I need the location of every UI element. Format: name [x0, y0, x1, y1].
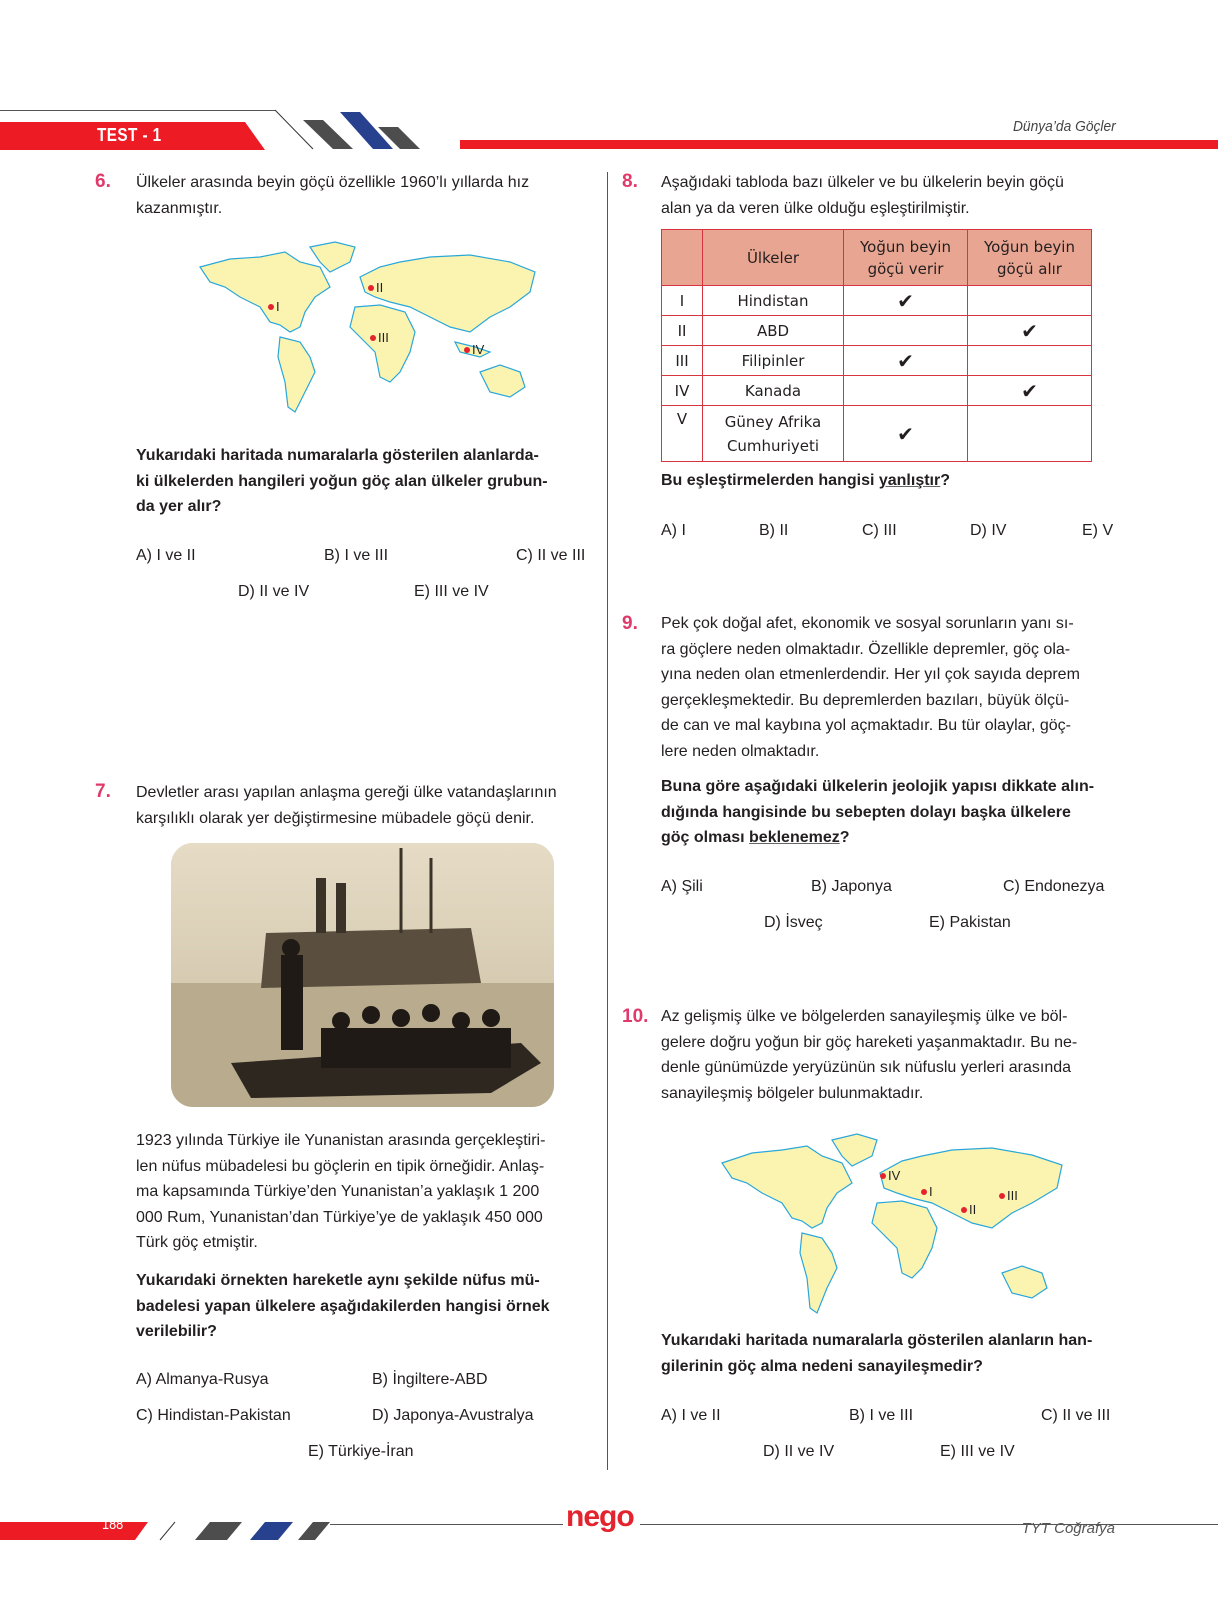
north-america	[200, 252, 330, 332]
table-row	[662, 406, 1092, 462]
option-b[interactable]: B) Japonya	[811, 878, 892, 895]
photo-illustration	[171, 843, 554, 1107]
text-line: 000 Rum, Yunanistan’dan Türkiye’ye de yaklaşık 450 000	[136, 1208, 543, 1226]
map-label: III	[1007, 1188, 1018, 1203]
check-icon: ✔	[844, 346, 968, 376]
option-d[interactable]: D) II ve IV	[763, 1443, 835, 1460]
q6-intro	[136, 170, 596, 221]
text-line: gelere doğru yoğun bir göç hareketi yaşanmaktadır. Bu ne-	[661, 1033, 1078, 1051]
text-line: Devletler arası yapılan anlaşma gereği ülke vatandaşlarının	[136, 784, 557, 801]
check-icon	[968, 286, 1092, 316]
question-text: göç olması	[661, 829, 750, 846]
column-divider	[607, 172, 608, 1470]
text-line: Türk göç etmiştir.	[136, 1234, 258, 1251]
option-c[interactable]: C) III	[862, 522, 897, 539]
q10-intro	[661, 1004, 1121, 1106]
marker-dot	[370, 335, 376, 341]
row-country: Kanada	[703, 376, 844, 406]
world-map-q10	[712, 1128, 1072, 1318]
q7-intro	[136, 780, 596, 831]
header-line: Yoğun beyin	[984, 237, 1075, 256]
header-line: Yoğun beyin	[860, 237, 951, 256]
table-row	[662, 346, 1092, 376]
map-label: II	[969, 1202, 977, 1217]
text-line: badelesi yapan ülkelere aşağıdakilerden hangisi örnek	[136, 1297, 550, 1315]
text-line: ma kapsamında Türkiye’den Yunanistan’a yaklaşık 1 200	[136, 1183, 540, 1200]
header-thin-stripe	[275, 110, 313, 149]
option-c[interactable]: C) Hindistan-Pakistan	[136, 1407, 291, 1424]
photo-funnel	[316, 878, 326, 933]
map-label: IV	[888, 1168, 901, 1183]
table-header-gives	[844, 230, 968, 286]
question-number: 9.	[622, 613, 638, 634]
q8-question	[661, 468, 950, 494]
check-icon	[968, 406, 1092, 462]
header-red-bar	[460, 140, 1218, 149]
option-b[interactable]: B) İngiltere-ABD	[372, 1371, 488, 1388]
table-row	[662, 376, 1092, 406]
check-icon: ✔	[844, 406, 968, 462]
map-label: I	[929, 1184, 933, 1199]
row-country: Hindistan	[703, 286, 844, 316]
footer-gray-stripe	[195, 1522, 242, 1540]
row-num: III	[662, 346, 703, 376]
q9-question	[661, 774, 1121, 851]
country-line: Cumhuriyeti	[726, 436, 820, 455]
text-line: da yer alır?	[136, 498, 222, 515]
text-line: Ülkeler arasında beyin göçü özellikle 1960’lı yıllarda hız	[136, 174, 530, 191]
footer-stripes	[150, 1520, 330, 1542]
option-e[interactable]: E) V	[1082, 522, 1114, 539]
text-line: ra göçlere neden olmaktadır. Özellikle depremler, göç ola-	[661, 640, 1071, 658]
option-c[interactable]: C) Endonezya	[1003, 878, 1105, 895]
marker-dot	[268, 304, 274, 310]
question-number: 10.	[622, 1006, 649, 1027]
option-e[interactable]: E) III ve IV	[414, 583, 489, 600]
table-header-num	[662, 230, 703, 286]
header-stripes	[265, 108, 465, 153]
header-gray-stripe	[303, 120, 353, 149]
row-num: V	[662, 406, 703, 462]
option-d[interactable]: D) IV	[970, 522, 1007, 539]
text-line	[661, 825, 1121, 851]
footer-blue-stripe	[250, 1522, 293, 1540]
text-line: gilerinin göç alma nedeni sanayileşmedir?	[661, 1357, 983, 1375]
text-line: gerçekleşmektedir. Bu depremlerden bazıları, büyük ölçü-	[661, 691, 1070, 709]
marker-dot	[961, 1207, 967, 1213]
question-number: 8.	[622, 171, 638, 192]
option-e[interactable]: E) III ve IV	[940, 1443, 1015, 1460]
header-line: göçü verir	[867, 259, 944, 278]
footer-thin-stripe	[160, 1522, 175, 1540]
map-label: IV	[472, 342, 485, 357]
map-label: III	[378, 330, 389, 345]
marker-dot	[880, 1173, 886, 1179]
brain-drain-table	[661, 229, 1092, 462]
map-label: II	[376, 280, 384, 295]
option-a[interactable]: A) I	[661, 522, 686, 539]
text-line: len nüfus mübadelesi bu göçlerin en tipik örneğidir. Anlaş-	[136, 1157, 545, 1175]
check-icon: ✔	[968, 376, 1092, 406]
africa	[872, 1201, 937, 1278]
marker-dot	[464, 347, 470, 353]
historical-photo	[171, 843, 554, 1107]
greenland	[832, 1134, 877, 1166]
question-emphasis: beklenemez	[749, 829, 840, 846]
south-america	[800, 1233, 837, 1313]
text-line: yına neden olan etmenlerdendir. Her yıl çok sayıda deprem	[661, 666, 1080, 683]
row-country	[703, 406, 844, 462]
course-name: TYT Coğrafya	[1021, 1520, 1115, 1537]
header-rule	[0, 110, 275, 111]
text-line: Yukarıdaki örnekten hareketle aynı şekilde nüfus mü-	[136, 1272, 540, 1289]
table-row	[662, 286, 1092, 316]
table-row	[662, 316, 1092, 346]
q7-question	[136, 1268, 596, 1345]
text-line: Yukarıdaki haritada numaralarla gösterilen alanlarda-	[136, 447, 539, 464]
text-line: dığında hangisinde bu sebepten dolayı başka ülkelere	[661, 803, 1071, 821]
q6-question	[136, 443, 596, 520]
footer-page-banner	[0, 1522, 148, 1540]
marker-dot	[368, 285, 374, 291]
option-d[interactable]: D) Japonya-Avustralya	[372, 1407, 534, 1424]
world-map-q6	[190, 237, 550, 417]
footer-rule-right	[640, 1524, 1218, 1525]
map-label: I	[276, 299, 280, 314]
option-a[interactable]: A) Şili	[661, 878, 703, 895]
option-a[interactable]: A) I ve II	[136, 547, 196, 564]
question-mark: ?	[940, 472, 950, 489]
row-country: Filipinler	[703, 346, 844, 376]
text-line: alan ya da veren ülke olduğu eşleştirilmiştir.	[661, 199, 970, 217]
option-b[interactable]: B) I ve III	[324, 547, 389, 564]
question-mark: ?	[839, 829, 850, 846]
option-b[interactable]: B) II	[759, 522, 789, 539]
check-icon	[844, 316, 968, 346]
table-header-row	[662, 230, 1092, 286]
row-num: I	[662, 286, 703, 316]
australia	[1002, 1266, 1047, 1298]
check-icon	[844, 376, 968, 406]
option-a[interactable]: A) Almanya-Rusya	[136, 1371, 269, 1388]
option-b[interactable]: B) I ve III	[849, 1407, 914, 1424]
chapter-topic: Dünya’da Göçler	[1013, 118, 1116, 135]
text-line: Buna göre aşağıdaki ülkelerin jeolojik yapısı dikkate alın-	[661, 778, 1095, 795]
q7-body	[136, 1128, 596, 1256]
row-num: IV	[662, 376, 703, 406]
text-line: Pek çok doğal afet, ekonomik ve sosyal sorunların yanı sı-	[661, 615, 1074, 632]
text-line: ki ülkelerden hangileri yoğun göç alan ülkeler grubun-	[136, 472, 548, 490]
row-num: II	[662, 316, 703, 346]
question-text: Bu eşleştirmelerden hangisi	[661, 472, 879, 489]
q9-intro	[661, 611, 1121, 764]
text-line: denle günümüzde yeryüzünün sık nüfuslu yerleri arasında	[661, 1059, 1072, 1076]
photo-funnel	[336, 883, 346, 933]
text-line: karşılıklı olarak yer değiştirmesine mübadele göçü denir.	[136, 809, 535, 827]
check-icon	[968, 346, 1092, 376]
north-america	[722, 1146, 852, 1228]
test-label: TEST - 1	[97, 125, 162, 145]
footer-gray-stripe	[298, 1522, 330, 1540]
question-number: 6.	[95, 171, 111, 192]
south-america	[278, 337, 315, 412]
row-country: ABD	[703, 316, 844, 346]
text-line: Az gelişmiş ülke ve bölgelerden sanayileşmiş ülke ve böl-	[661, 1008, 1068, 1025]
table-header-countries: Ülkeler	[703, 230, 844, 286]
option-c[interactable]: C) II ve III	[1041, 1407, 1111, 1424]
page-number: 188	[102, 1516, 124, 1533]
header-line: göçü alır	[997, 259, 1062, 278]
option-c[interactable]: C) II ve III	[516, 547, 586, 564]
text-line: 1923 yılında Türkiye ile Yunanistan arasında gerçekleştiri-	[136, 1132, 546, 1149]
option-d[interactable]: D) II ve IV	[238, 583, 310, 600]
question-emphasis: yanlıştır	[878, 472, 941, 489]
marker-dot	[921, 1189, 927, 1195]
footer-rule-left	[330, 1524, 563, 1525]
text-line: Yukarıdaki haritada numaralarla gösterilen alanların han-	[661, 1332, 1093, 1349]
marker-dot	[999, 1193, 1005, 1199]
country-line: Güney Afrika	[724, 412, 822, 431]
publisher-logo: nego	[566, 1500, 634, 1533]
text-line: de can ve mal kaybına yol açmaktadır. Bu tür olaylar, göç-	[661, 717, 1071, 734]
check-icon: ✔	[968, 316, 1092, 346]
question-number: 7.	[95, 781, 111, 802]
text-line: sanayileşmiş bölgeler bulunmaktadır.	[661, 1084, 924, 1102]
text-line: kazanmıştır.	[136, 199, 223, 217]
option-e[interactable]: E) Türkiye-İran	[308, 1443, 414, 1460]
text-line: Aşağıdaki tabloda bazı ülkeler ve bu ülkelerin beyin göçü	[661, 174, 1064, 191]
australia	[480, 365, 525, 397]
check-icon: ✔	[844, 286, 968, 316]
q10-question	[661, 1328, 1121, 1379]
option-d[interactable]: D) İsveç	[764, 914, 823, 931]
option-a[interactable]: A) I ve II	[661, 1407, 721, 1424]
option-e[interactable]: E) Pakistan	[929, 914, 1011, 931]
q8-intro	[661, 170, 1121, 221]
text-line: verilebilir?	[136, 1323, 217, 1340]
text-line: lere neden olmaktadır.	[661, 742, 820, 760]
table-header-takes	[968, 230, 1092, 286]
